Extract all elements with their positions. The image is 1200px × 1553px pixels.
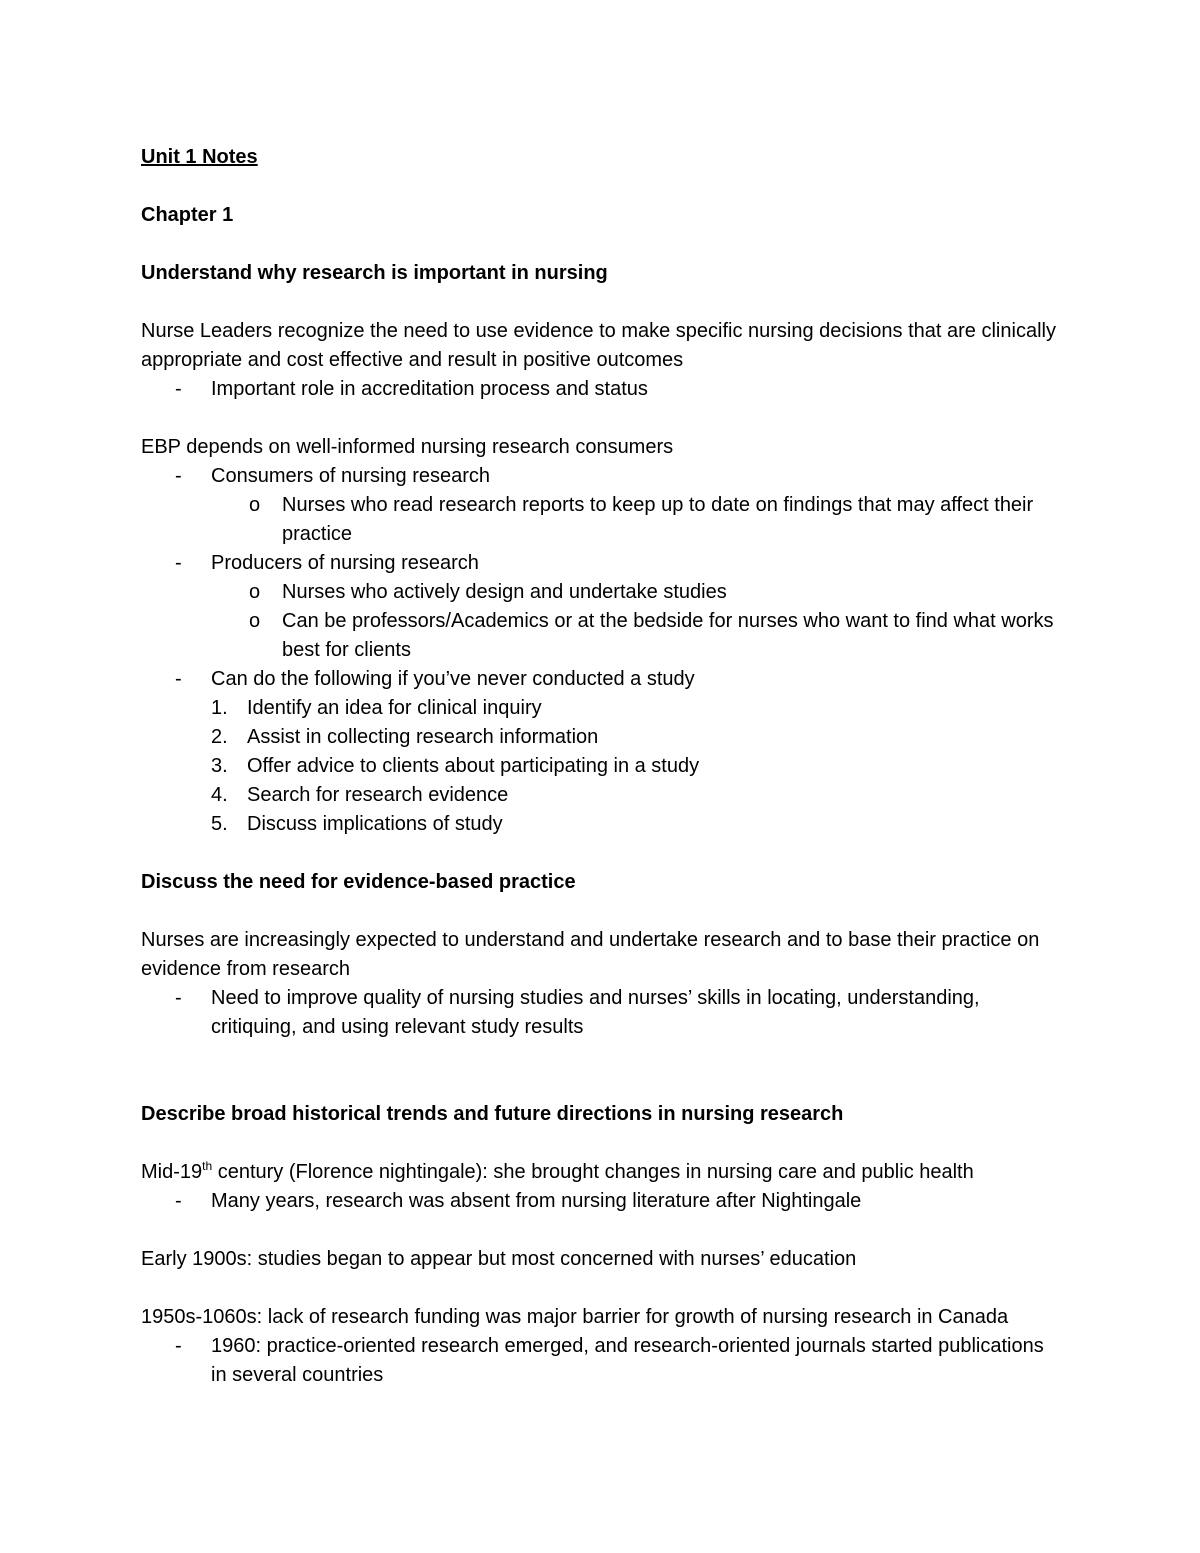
bullet-text: Can do the following if you’ve never conducted a study <box>211 668 695 690</box>
numbered-item-text: Identify an idea for clinical inquiry <box>247 697 542 719</box>
sub-bullet-text: Nurses who read research reports to keep up to date on findings that may affect their practice <box>282 494 1034 545</box>
dash-marker: - <box>175 552 182 574</box>
dash-marker: - <box>175 465 182 487</box>
numbered-item <box>141 810 1061 839</box>
dash-marker: - <box>175 1335 182 1357</box>
list-number: 2. <box>211 726 228 748</box>
bullet-text: Need to improve quality of nursing studies and nurses’ skills in locating, understanding, critiquing, and using relevant study results <box>211 987 980 1038</box>
bullet-accreditation <box>141 375 1061 404</box>
document-body <box>141 143 1061 1390</box>
section-heading-research-importance: Understand why research is important in nursing <box>141 262 608 284</box>
paragraph-mid-19th-century <box>141 1158 1061 1187</box>
bullet-text: Important role in accreditation process and status <box>211 378 648 400</box>
circle-marker: o <box>249 494 261 516</box>
numbered-item-text: Discuss implications of study <box>247 813 503 835</box>
paragraph-ebp: EBP depends on well-informed nursing research consumers <box>141 436 674 458</box>
bullet-text: Many years, research was absent from nursing literature after Nightingale <box>211 1190 862 1212</box>
bullet-can-do <box>141 665 1061 694</box>
sub-bullet-producers-definition <box>141 578 1061 607</box>
document-title: Unit 1 Notes <box>141 146 258 168</box>
list-number: 3. <box>211 755 228 777</box>
numbered-item <box>141 781 1061 810</box>
paragraph-nurse-leaders: Nurse Leaders recognize the need to use evidence to make specific nursing decisions that are clinically appropriate and cost effective and result in positive outcomes <box>141 320 1056 371</box>
dash-marker: - <box>175 987 182 1009</box>
mid19-rest: century (Florence nightingale): she brought changes in nursing care and public health <box>212 1161 974 1183</box>
mid19-prefix: Mid-19 <box>141 1161 203 1183</box>
bullet-improve-quality <box>141 984 1061 1042</box>
circle-marker: o <box>249 610 261 632</box>
numbered-item-text: Assist in collecting research information <box>247 726 599 748</box>
bullet-consumers <box>141 462 1061 491</box>
numbered-item-text: Search for research evidence <box>247 784 509 806</box>
paragraph-early-1900s: Early 1900s: studies began to appear but most concerned with nurses’ education <box>141 1248 857 1270</box>
bullet-nightingale <box>141 1187 1061 1216</box>
list-number: 4. <box>211 784 228 806</box>
chapter-heading: Chapter 1 <box>141 204 234 226</box>
sub-bullet-text: Nurses who actively design and undertake studies <box>282 581 727 603</box>
paragraph-1950s: 1950s-1060s: lack of research funding was major barrier for growth of nursing research in Canada <box>141 1306 1009 1328</box>
numbered-item-text: Offer advice to clients about participating in a study <box>247 755 700 777</box>
bullet-producers <box>141 549 1061 578</box>
sub-bullet-producers-examples <box>141 607 1061 665</box>
paragraph-nurses-expected: Nurses are increasingly expected to understand and undertake research and to base their practice on evidence from research <box>141 929 1040 980</box>
dash-marker: - <box>175 668 182 690</box>
bullet-text: Producers of nursing research <box>211 552 479 574</box>
list-number: 5. <box>211 813 228 835</box>
dash-marker: - <box>175 378 182 400</box>
sub-bullet-text: Can be professors/Academics or at the bedside for nurses who want to find what works best for clients <box>282 610 1054 661</box>
numbered-item <box>141 723 1061 752</box>
sub-bullet-consumers-definition <box>141 491 1061 549</box>
list-number: 1. <box>211 697 228 719</box>
dash-marker: - <box>175 1190 182 1212</box>
numbered-item <box>141 752 1061 781</box>
bullet-1960 <box>141 1332 1061 1390</box>
section-heading-historical-trends: Describe broad historical trends and future directions in nursing research <box>141 1103 844 1125</box>
section-heading-ebp-need: Discuss the need for evidence-based practice <box>141 871 576 893</box>
bullet-text: Consumers of nursing research <box>211 465 491 487</box>
superscript-th: th <box>202 1159 213 1173</box>
circle-marker: o <box>249 581 261 603</box>
bullet-text: 1960: practice-oriented research emerged, and research-oriented journals started publications in several countries <box>211 1335 1044 1386</box>
numbered-item <box>141 694 1061 723</box>
